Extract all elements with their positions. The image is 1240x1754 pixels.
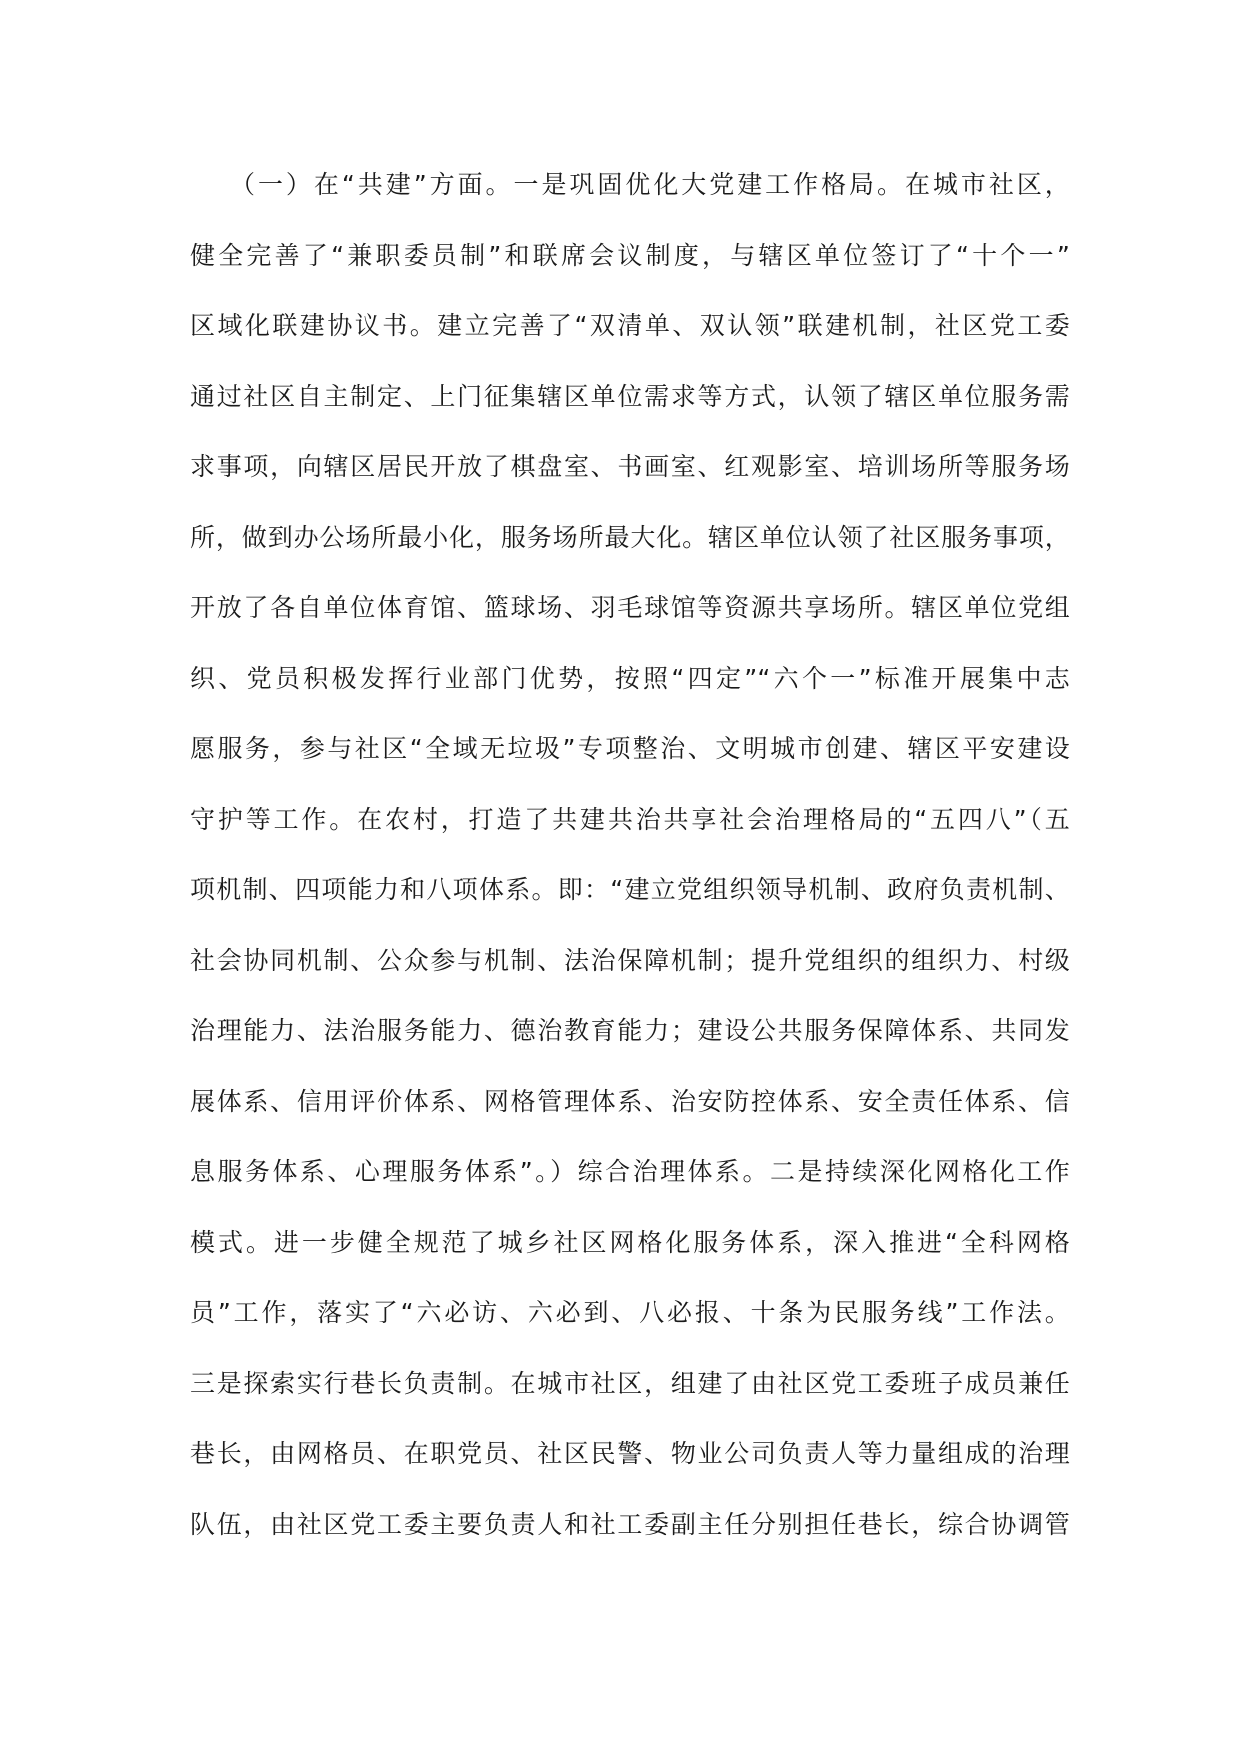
paragraph-line-1: （一）在“共建”方面。一是巩固优化大党建工作格局。在城市社区， [230,170,1070,199]
paragraph-line-3: 区域化联建协议书。建立完善了“双清单、双认领”联建机制，社区党工委 [190,311,1070,340]
paragraph-line-9: 愿服务，参与社区“全域无垃圾”专项整治、文明城市创建、辖区平安建设 [190,734,1070,763]
paragraph-line-15: 息服务体系、心理服务体系”。）综合治理体系。二是持续深化网格化工作 [190,1157,1070,1186]
paragraph-line-7: 开放了各自单位体育馆、篮球场、羽毛球馆等资源共享场所。辖区单位党组 [190,593,1070,622]
paragraph-line-2: 健全完善了“兼职委员制”和联席会议制度，与辖区单位签订了“十个一” [190,240,1070,270]
paragraph-line-11: 项机制、四项能力和八项体系。即：“建立党组织领导机制、政府负责机制、 [190,875,1070,904]
paragraph-line-12: 社会协同机制、公众参与机制、法治保障机制；提升党组织的组织力、村级 [190,945,1070,975]
paragraph-line-14: 展体系、信用评价体系、网格管理体系、治安防控体系、安全责任体系、信 [190,1086,1070,1116]
paragraph-line-16: 模式。进一步健全规范了城乡社区网格化服务体系，深入推进“全科网格 [190,1227,1070,1257]
paragraph-line-17: 员”工作，落实了“六必访、六必到、八必报、十条为民服务线”工作法。 [190,1298,1070,1327]
paragraph-line-6: 所，做到办公场所最小化，服务场所最大化。辖区单位认领了社区服务事项， [190,522,1070,552]
body-paragraph [190,168,1070,1578]
paragraph-line-19: 巷长，由网格员、在职党员、社区民警、物业公司负责人等力量组成的治理 [190,1439,1070,1468]
paragraph-line-20: 队伍，由社区党工委主要负责人和社工委副主任分别担任巷长，综合协调管 [190,1509,1070,1539]
paragraph-line-4: 通过社区自主制定、上门征集辖区单位需求等方式，认领了辖区单位服务需 [190,381,1070,411]
paragraph-line-8: 织、党员积极发挥行业部门优势，按照“四定”“六个一”标准开展集中志 [190,663,1070,693]
paragraph-line-13: 治理能力、法治服务能力、德治教育能力；建设公共服务保障体系、共同发 [190,1016,1070,1045]
paragraph-line-18: 三是探索实行巷长负责制。在城市社区，组建了由社区党工委班子成员兼任 [190,1368,1070,1398]
paragraph-line-5: 求事项，向辖区居民开放了棋盘室、书画室、红观影室、培训场所等服务场 [190,452,1070,481]
paragraph-line-10: 守护等工作。在农村，打造了共建共治共享社会治理格局的“五四八”（五 [190,804,1070,834]
